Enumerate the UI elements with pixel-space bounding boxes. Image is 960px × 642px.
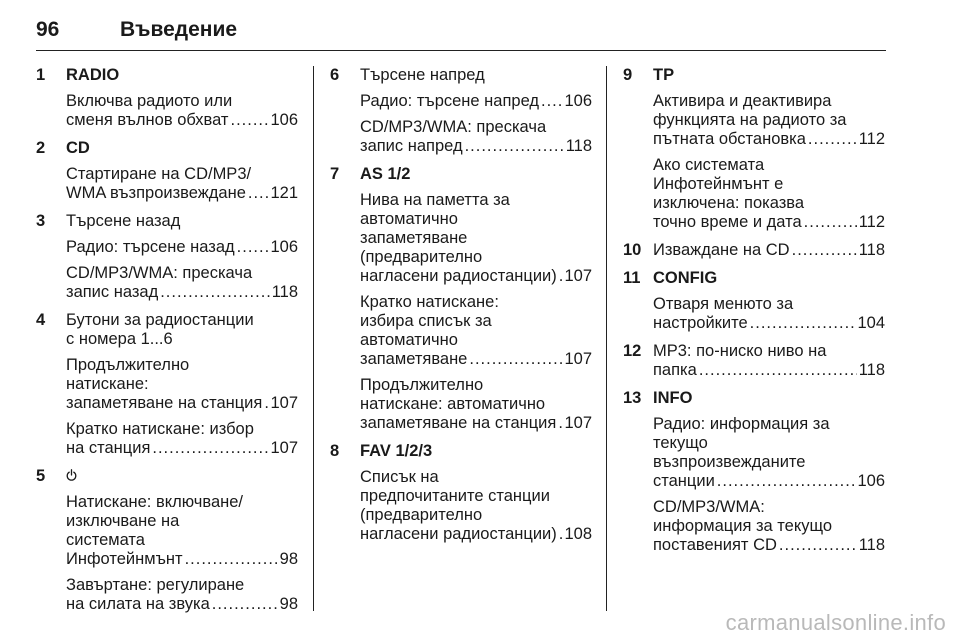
entry-text-line: избира списък за	[360, 312, 492, 330]
entry-text-line: (предварително	[360, 248, 483, 266]
page-reference: 106	[857, 472, 885, 490]
page-reference: 118	[858, 241, 885, 259]
entry-text: нагласени радиостанции)	[360, 267, 557, 285]
page-reference: 107	[270, 394, 298, 412]
toc-entry-line	[66, 595, 298, 614]
page-reference: 107	[564, 267, 592, 285]
control-entry	[66, 92, 298, 130]
item-number: 1	[36, 66, 46, 84]
dot-leader	[804, 213, 857, 232]
page-reference: 104	[857, 314, 885, 332]
entry-text: Радио: търсене напред	[360, 92, 540, 110]
entry-text-line: Продължително	[360, 376, 484, 394]
column-1	[36, 66, 298, 623]
dot-leader	[699, 361, 857, 380]
control-item	[330, 66, 592, 156]
item-title: CONFIG	[653, 269, 718, 287]
item-number: 9	[623, 66, 633, 84]
entry-text-line: натискане:	[66, 375, 149, 393]
control-item	[623, 66, 885, 232]
control-item	[36, 311, 298, 458]
item-number: 7	[330, 165, 340, 183]
entry-text-line: Инфотейнмънт е	[653, 175, 784, 193]
entry-text-line: натискане: автоматично	[360, 395, 546, 413]
item-entries	[66, 493, 298, 614]
entry-text-line: функцията на радиото за	[653, 111, 847, 129]
control-item	[36, 66, 298, 130]
control-entry	[360, 191, 592, 286]
column-divider	[606, 66, 607, 611]
item-title: CD	[66, 139, 90, 157]
entry-text: пътната обстановка	[653, 130, 806, 148]
item-entries	[653, 295, 885, 333]
entry-text-line: CD/MP3/WMA: прескача	[66, 264, 253, 282]
entry-text-line: информация за текущо	[653, 517, 833, 535]
page-reference: 118	[858, 536, 885, 554]
item-number: 2	[36, 139, 46, 157]
toc-entry-line	[653, 130, 885, 149]
item-title: AS 1/2	[360, 165, 411, 183]
dot-leader	[792, 241, 857, 260]
page-reference: 107	[270, 439, 298, 457]
toc-entry-line	[66, 283, 298, 302]
entry-text: папка	[653, 361, 697, 379]
entry-text-line: Кратко натискане: избор	[66, 420, 254, 438]
entry-text-line: Кратко натискане:	[360, 293, 499, 311]
control-entry	[653, 156, 885, 232]
item-title: TP	[653, 66, 675, 84]
entry-text-line: системата	[66, 531, 145, 549]
control-item	[623, 342, 885, 380]
entry-text-line: запаметяване	[360, 229, 468, 247]
item-number: 12	[623, 342, 642, 360]
entry-text: на силата на звука	[66, 595, 210, 613]
page-number: 96	[36, 18, 60, 41]
toc-entry-line	[653, 241, 885, 260]
page-header	[36, 14, 886, 50]
item-title: Търсене напред	[360, 66, 485, 84]
page-reference: 98	[279, 550, 298, 568]
control-item	[36, 212, 298, 302]
entry-text-line: Отваря менюто за	[653, 295, 794, 313]
item-entries	[66, 356, 298, 458]
page-reference: 118	[565, 137, 592, 155]
dot-leader	[559, 525, 563, 544]
entry-text-line: Активира и деактивира	[653, 92, 832, 110]
entry-text: Инфотейнмънт	[66, 550, 183, 568]
entry-text-line: CD/MP3/WMA:	[653, 498, 765, 516]
toc-entry-line	[360, 525, 592, 544]
column-2	[330, 66, 592, 553]
dot-leader	[248, 184, 269, 203]
toc-entry-line	[653, 536, 885, 555]
page-reference: 106	[564, 92, 592, 110]
dot-leader	[230, 111, 268, 130]
column-3	[623, 66, 885, 564]
item-title: RADIO	[66, 66, 120, 84]
control-entry	[66, 264, 298, 302]
entry-text: станции	[653, 472, 715, 490]
page-reference: 107	[564, 414, 592, 432]
dot-leader	[185, 550, 278, 569]
item-entries	[66, 165, 298, 203]
item-title: INFO	[653, 389, 693, 407]
toc-entry-line	[360, 267, 592, 286]
control-entry	[66, 493, 298, 569]
toc-entry-line	[66, 238, 298, 257]
page-reference: 107	[564, 350, 592, 368]
control-item	[623, 389, 885, 555]
entry-text-line: (предварително	[360, 506, 483, 524]
control-entry	[66, 356, 298, 413]
toc-entry-line	[360, 92, 592, 111]
control-entry	[653, 241, 885, 260]
entry-text-line: Нива на паметта за	[360, 191, 510, 209]
control-entry	[66, 420, 298, 458]
item-title: Бутони за радиостанции	[66, 311, 254, 329]
entry-text-line: автоматично	[360, 210, 458, 228]
item-number: 11	[623, 269, 641, 287]
page-reference: 118	[858, 361, 885, 379]
item-title: FAV 1/2/3	[360, 442, 433, 460]
item-title: Търсене назад	[66, 212, 181, 230]
item-entries	[360, 468, 592, 544]
page-title: Въведение	[120, 18, 238, 41]
dot-leader	[212, 595, 278, 614]
entry-text-line: Ако системата	[653, 156, 765, 174]
entry-text: запаметяване на станция	[360, 414, 557, 432]
dot-leader	[160, 283, 269, 302]
entry-text-line: Включва радиото или	[66, 92, 233, 110]
item-title	[66, 467, 298, 486]
page-reference: 121	[270, 184, 298, 202]
entry-text: запаметяване на станция	[66, 394, 263, 412]
dot-leader	[717, 472, 856, 491]
control-entry	[360, 92, 592, 111]
toc-entry-line	[66, 394, 298, 413]
item-number: 4	[36, 311, 46, 329]
page-reference: 106	[270, 111, 298, 129]
control-entry	[653, 342, 885, 380]
entry-text-line: MP3: по-ниско ниво на	[653, 342, 827, 360]
item-number: 3	[36, 212, 46, 230]
control-entry	[653, 295, 885, 333]
page-reference: 112	[858, 213, 885, 231]
control-item	[623, 241, 885, 260]
entry-text: точно време и дата	[653, 213, 802, 231]
control-entry	[360, 118, 592, 156]
page-reference: 98	[279, 595, 298, 613]
toc-entry-line	[653, 314, 885, 333]
control-entry	[360, 376, 592, 433]
entry-text: Изваждане на CD	[653, 241, 790, 259]
entry-text: поставеният CD	[653, 536, 777, 554]
dot-leader	[465, 137, 564, 156]
entry-text: Радио: търсене назад	[66, 238, 235, 256]
entry-text-line: Стартиране на CD/MP3/	[66, 165, 252, 183]
entry-text-line: предпочитаните станции	[360, 487, 550, 505]
toc-entry-line	[360, 350, 592, 369]
control-item	[330, 442, 592, 544]
control-item	[36, 139, 298, 203]
control-item	[623, 269, 885, 333]
entry-text-line: Натискане: включване/	[66, 493, 244, 511]
item-entries	[66, 92, 298, 130]
control-entry	[653, 92, 885, 149]
item-number: 13	[623, 389, 642, 407]
item-entries	[653, 415, 885, 555]
page-reference: 108	[564, 525, 592, 543]
entry-text-line: Продължително	[66, 356, 190, 374]
control-entry	[360, 468, 592, 544]
page-reference: 112	[858, 130, 885, 148]
dot-leader	[808, 130, 857, 149]
entry-text-line: Списък на	[360, 468, 439, 486]
item-entries	[653, 92, 885, 232]
item-number: 5	[36, 467, 46, 485]
toc-entry-line	[653, 213, 885, 232]
toc-entry-line	[66, 439, 298, 458]
control-entry	[66, 238, 298, 257]
entry-text: запис назад	[66, 283, 159, 301]
item-entries	[360, 92, 592, 156]
power-icon	[66, 468, 77, 481]
entry-text: запис напред	[360, 137, 463, 155]
entry-text: на станция	[66, 439, 151, 457]
control-entry	[653, 415, 885, 491]
dot-leader	[469, 350, 562, 369]
control-item	[36, 467, 298, 614]
toc-entry-line	[360, 414, 592, 433]
item-number: 10	[623, 241, 642, 259]
toc-entry-line	[66, 184, 298, 203]
column-divider	[313, 66, 314, 611]
dot-leader	[558, 414, 562, 433]
toc-entry-line	[66, 111, 298, 130]
toc-entry-line	[653, 361, 885, 380]
entry-text-line: Завъртане: регулиране	[66, 576, 245, 594]
dot-leader	[237, 238, 269, 257]
dot-leader	[559, 267, 563, 286]
entry-text-line: автоматично	[360, 331, 458, 349]
entry-text-line: изключена: показва	[653, 194, 805, 212]
item-entries	[360, 191, 592, 433]
toc-entry-line	[360, 137, 592, 156]
entry-text: сменя вълнов обхват	[66, 111, 229, 129]
watermark: carmanualsonline.info	[725, 610, 946, 635]
entry-text-line: възпроизвежданите	[653, 453, 806, 471]
item-number: 8	[330, 442, 340, 460]
toc-entry-line	[653, 472, 885, 491]
toc-entry-line	[66, 550, 298, 569]
entry-text: настройките	[653, 314, 748, 332]
page-reference: 118	[271, 283, 298, 301]
dot-leader	[541, 92, 562, 111]
dot-leader	[779, 536, 857, 555]
entry-text-line: текущо	[653, 434, 708, 452]
control-entry	[66, 165, 298, 203]
dot-leader	[152, 439, 268, 458]
entry-text-line: Радио: информация за	[653, 415, 830, 433]
entry-text-line: изключване на	[66, 512, 180, 530]
entry-text: запаметяване	[360, 350, 468, 368]
control-item	[330, 165, 592, 433]
item-entries	[66, 238, 298, 302]
entry-text: нагласени радиостанции)	[360, 525, 557, 543]
dot-leader	[264, 394, 268, 413]
item-subtitle: с номера 1...6	[66, 330, 173, 348]
entry-text: WMA възпроизвеждане	[66, 184, 246, 202]
item-number: 6	[330, 66, 340, 84]
page-reference: 106	[270, 238, 298, 256]
entry-text-line: CD/MP3/WMA: прескача	[360, 118, 547, 136]
header-divider	[36, 50, 886, 51]
dot-leader	[750, 314, 856, 333]
control-entry	[653, 498, 885, 555]
control-entry	[360, 293, 592, 369]
control-entry	[66, 576, 298, 614]
